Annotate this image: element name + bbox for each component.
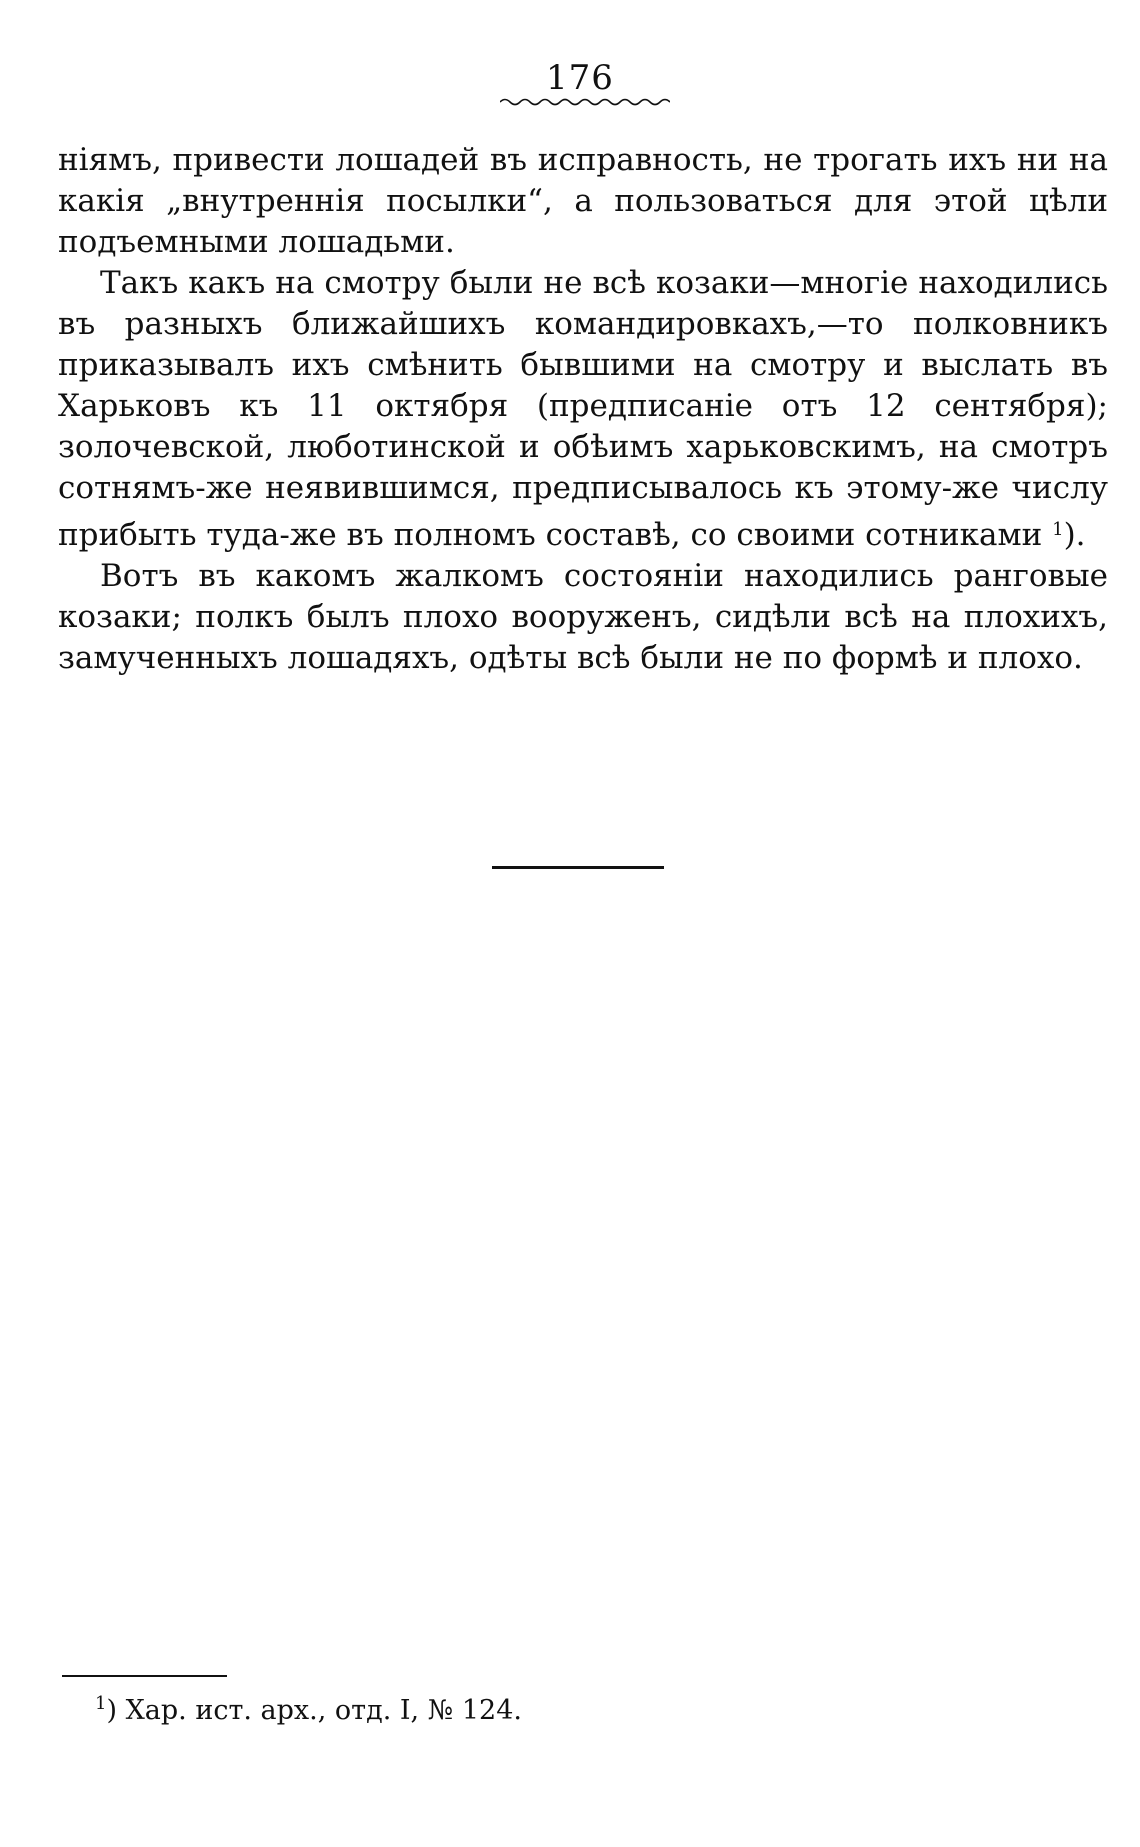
page-number: 176	[546, 58, 614, 98]
footnote-reference: 1	[1052, 519, 1064, 540]
paragraph-1: нiямъ, привести лошадей въ исправность, не трогать ихъ ни на какiя „внутреннiя посылки“, а пользоваться для этой цѣли подъемными лошадьми.	[58, 142, 1108, 260]
paragraph-3: Вотъ въ какомъ жалкомъ состоянiи находились ранговые козаки; полкъ былъ плохо вооруженъ, сидѣли всѣ на плохихъ, замученныхъ лошадяхъ, одѣты всѣ были не по формѣ и плохо.	[58, 558, 1108, 676]
paragraph-2	[58, 263, 1108, 556]
paragraph-2-end: ).	[1063, 517, 1086, 553]
footnote-marker: 1	[95, 1693, 107, 1714]
footnote-text: ) Хар. ист. арх., отд. I, № 124.	[106, 1695, 522, 1726]
paragraph-2-text: Такъ какъ на смотру были не всѣ козаки—многiе находились въ разныхъ ближайшихъ командировкахъ,—то полковникъ приказывалъ ихъ смѣнить бывшими на смотру и выслать въ Харьковъ къ 11 октября (предписанiе отъ 12 сентября); золочевской, люботинской и обѣимъ харьковскимъ, на смотръ сотнямъ-же неявившимся, предписывалось къ этому-же числу прибыть туда-же въ полномъ составѣ, со своими сотниками	[58, 265, 1108, 553]
section-divider	[492, 866, 664, 869]
page-number-ornament	[500, 96, 670, 108]
footnote	[95, 1686, 522, 1729]
footnote-rule	[62, 1675, 227, 1677]
body-text	[58, 140, 1108, 679]
